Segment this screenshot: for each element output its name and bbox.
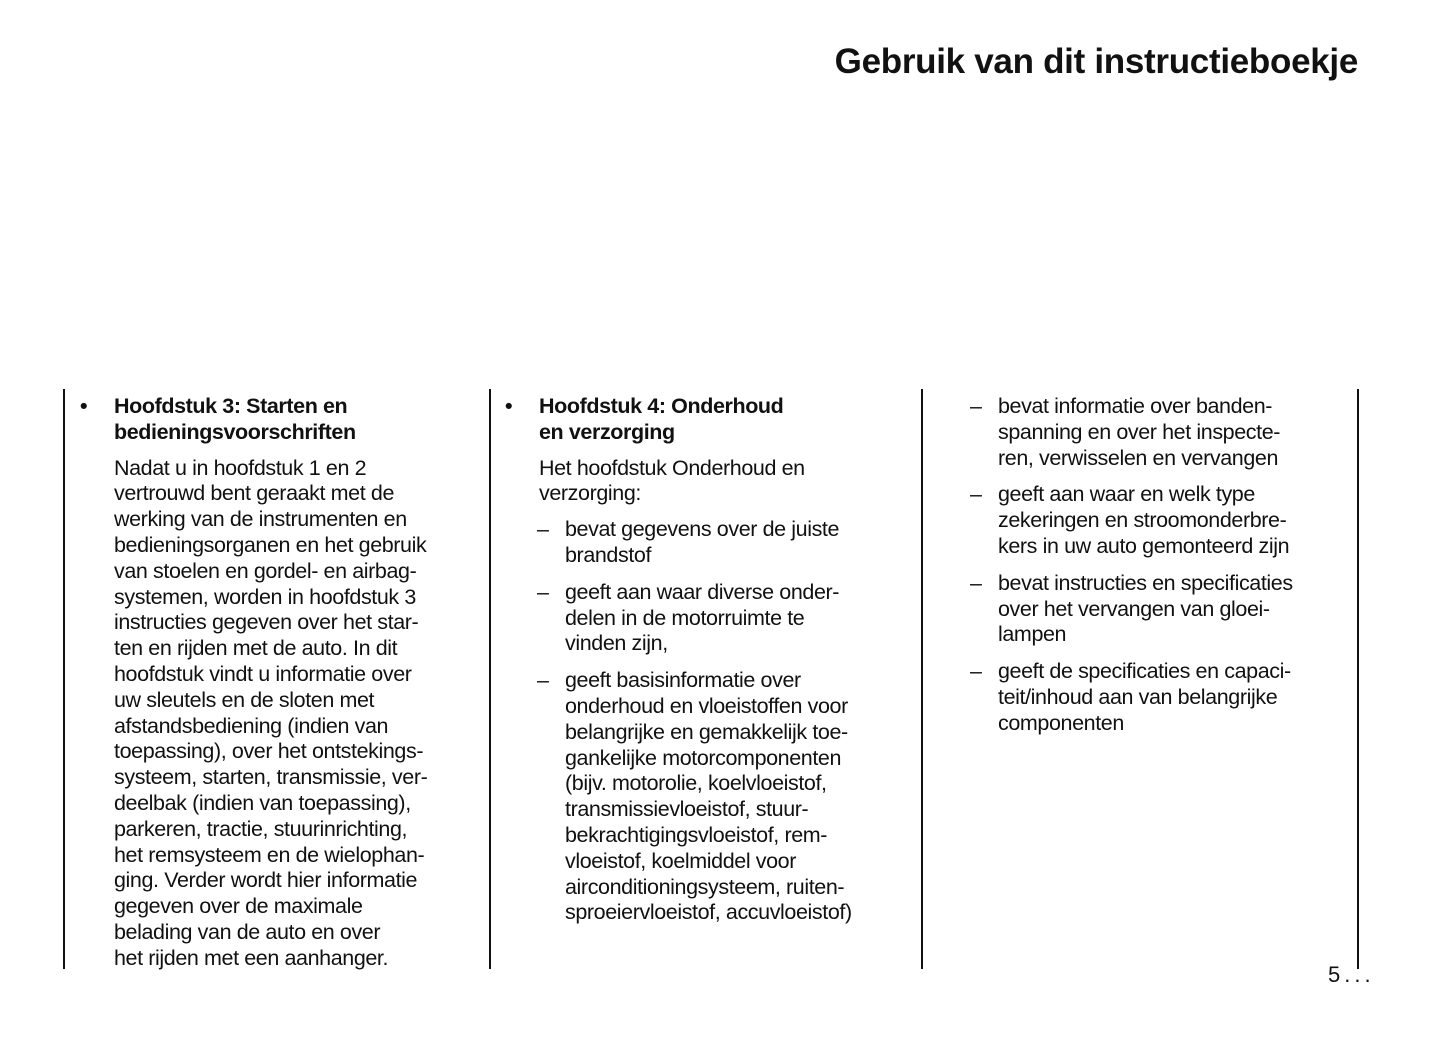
text-line: sproeiervloeistof, accuvloeistof) xyxy=(565,900,852,925)
text-line: ren, verwisselen en vervangen xyxy=(998,445,1279,470)
column-chapter-4-continued xyxy=(970,394,1350,748)
section-heading-chapter-3 xyxy=(80,394,472,446)
text-line: delen in de motorruimte te xyxy=(565,605,805,630)
text-line: belading van de auto en over xyxy=(114,919,381,944)
text-line: geeft aan waar en welk type xyxy=(998,482,1255,507)
column-chapter-4 xyxy=(505,394,905,937)
page-number xyxy=(1328,962,1375,988)
chapter-4-intro xyxy=(505,456,905,508)
chapter-4-item-list-continued xyxy=(970,394,1350,737)
bullet-icon: • xyxy=(80,394,88,418)
text-line: hoofdstuk vindt u informatie over xyxy=(114,661,412,686)
text-line: over het vervangen van gloei- xyxy=(998,596,1270,621)
text-line: kers in uw auto gemonteerd zijn xyxy=(998,533,1290,558)
column-rule-3 xyxy=(921,389,923,969)
text-line: bevat informatie over banden- xyxy=(998,394,1273,418)
text-line: vertrouwd bent geraakt met de xyxy=(114,481,395,506)
heading-line: bedieningsvoorschriften xyxy=(114,419,356,444)
text-line: geeft basisinformatie over xyxy=(565,668,801,693)
text-line: afstandsbediening (indien van xyxy=(114,713,389,738)
text-line: systeem, starten, transmissie, ver- xyxy=(114,765,428,790)
page-number-value: 5 xyxy=(1328,962,1345,987)
dash-marker: – xyxy=(970,394,982,418)
text-line: lampen xyxy=(998,622,1067,647)
column-rule-right xyxy=(1357,389,1359,969)
text-line: Het hoofdstuk Onderhoud en xyxy=(539,455,805,480)
list-item xyxy=(970,482,1350,559)
bullet-icon: • xyxy=(505,394,513,418)
text-line: het remsysteem en de wielophan- xyxy=(114,842,425,867)
text-line: zekeringen en stroomonderbre- xyxy=(998,508,1287,533)
text-line: vloeistof, koelmiddel voor xyxy=(565,848,796,873)
text-line: parkeren, tractie, stuurinrichting, xyxy=(114,816,408,841)
text-line: gankelijke motorcomponenten xyxy=(565,745,842,770)
list-item xyxy=(970,571,1350,648)
heading-line: Hoofdstuk 4: Onderhoud xyxy=(539,394,784,418)
dash-marker: – xyxy=(970,482,982,507)
text-line: deelbak (indien van toepassing), xyxy=(114,790,411,815)
text-line: het rijden met een aanhanger. xyxy=(114,945,389,970)
dash-marker: – xyxy=(970,659,982,684)
text-line: werking van de instrumenten en xyxy=(114,507,407,532)
text-line: componenten xyxy=(998,710,1124,735)
column-rule-2 xyxy=(489,389,491,969)
list-item xyxy=(537,580,905,657)
dash-marker: – xyxy=(970,570,982,595)
text-line: bekrachtigingsvloeistof, rem- xyxy=(565,822,828,847)
text-line: bedieningsorganen en het gebruik xyxy=(114,532,427,557)
text-line: van stoelen en gordel- en airbag- xyxy=(114,558,417,583)
text-line: uw sleutels en de sloten met xyxy=(114,687,375,712)
text-line: systemen, worden in hoofdstuk 3 xyxy=(114,584,416,609)
page-title: Gebruik van dit instructieboekje xyxy=(834,42,1358,81)
text-line: teit/inhoud aan van belangrijke xyxy=(998,684,1278,709)
chapter-4-item-list xyxy=(505,517,905,926)
text-line: ten en rijden met de auto. In dit xyxy=(114,636,398,661)
section-heading-chapter-4 xyxy=(505,394,905,446)
list-item xyxy=(537,668,905,926)
text-line: spanning en over het inspecte- xyxy=(998,419,1281,444)
chapter-3-description xyxy=(80,456,472,972)
list-item xyxy=(970,659,1350,736)
text-line: geeft aan waar diverse onder- xyxy=(565,579,840,604)
text-line: gegeven over de maximale xyxy=(114,894,363,919)
heading-line: Hoofdstuk 3: Starten en xyxy=(114,394,348,418)
text-line: verzorging: xyxy=(539,481,641,506)
text-line: airconditioningsysteem, ruiten- xyxy=(565,874,845,899)
continuation-dots: ... xyxy=(1344,962,1375,987)
column-rule-left xyxy=(63,389,65,969)
text-line: bevat gegevens over de juiste xyxy=(565,517,840,542)
text-line: vinden zijn, xyxy=(565,631,668,656)
text-line: transmissievloeistof, stuur- xyxy=(565,797,809,822)
dash-marker: – xyxy=(537,579,549,604)
text-line: Nadat u in hoofdstuk 1 en 2 xyxy=(114,455,367,480)
heading-line: en verzorging xyxy=(539,419,675,444)
text-line: brandstof xyxy=(565,542,652,567)
dash-marker: – xyxy=(537,517,549,542)
text-line: instructies gegeven over het star- xyxy=(114,610,419,635)
text-line: ging. Verder wordt hier informatie xyxy=(114,868,418,893)
text-line: toepassing), over het ontstekings- xyxy=(114,739,424,764)
column-chapter-3 xyxy=(80,394,472,972)
text-line: belangrijke en gemakkelijk toe- xyxy=(565,719,848,744)
text-line: bevat instructies en specificaties xyxy=(998,570,1293,595)
list-item xyxy=(970,394,1350,471)
text-line: (bijv. motorolie, koelvloeistof, xyxy=(565,771,827,796)
text-line: onderhoud en vloeistoffen voor xyxy=(565,693,848,718)
dash-marker: – xyxy=(537,668,549,693)
list-item xyxy=(537,517,905,569)
text-line: geeft de specificaties en capaci- xyxy=(998,659,1291,684)
